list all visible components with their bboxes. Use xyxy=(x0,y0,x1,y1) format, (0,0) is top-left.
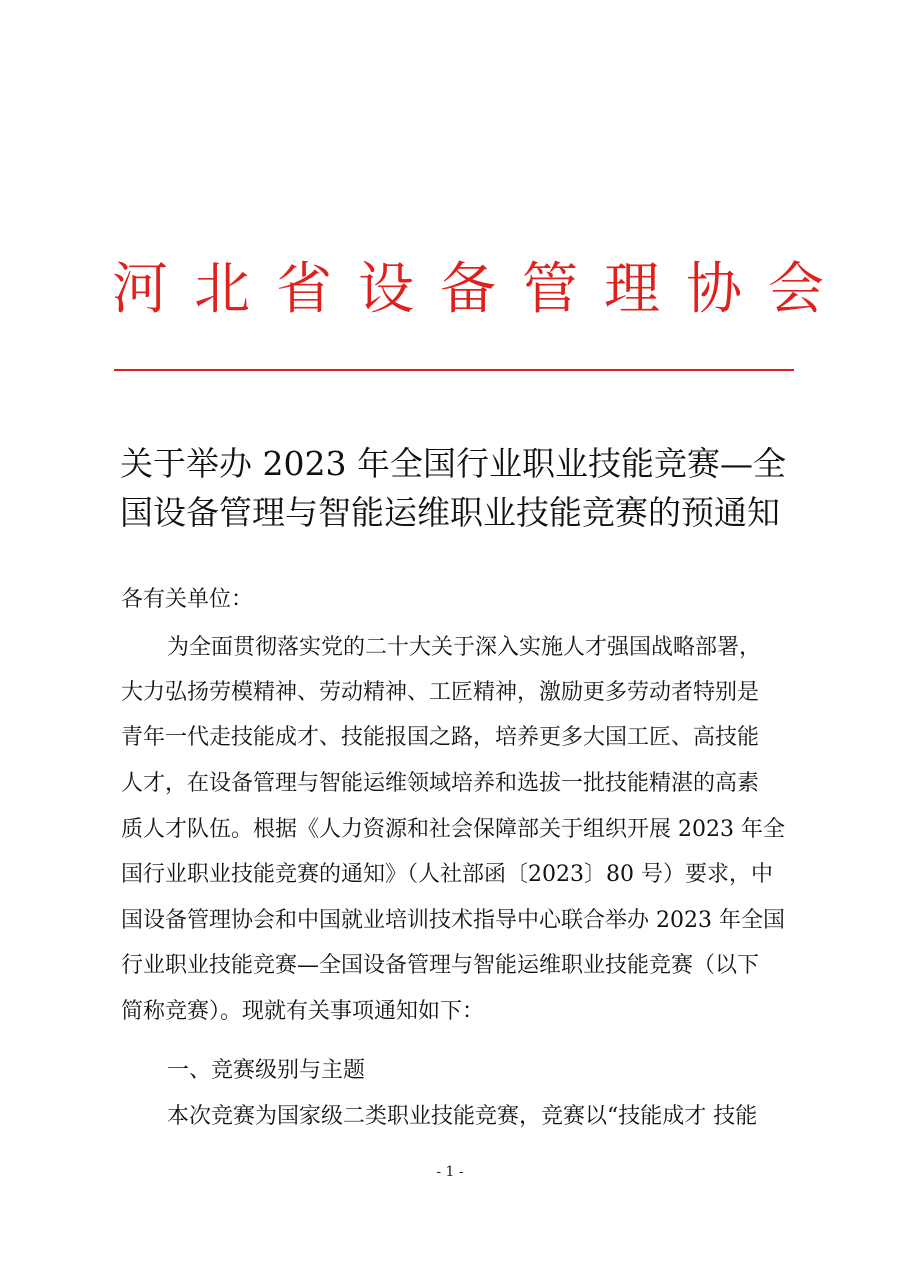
paragraph-line: 国行业职业技能竞赛的通知》（人社部函〔2023〕80 号）要求，中 xyxy=(121,862,773,887)
paragraph-line: 质人才队伍。根据《人力资源和社会保障部关于组织开展 2023 年全 xyxy=(121,817,785,842)
document-title-line-1: 关于举办 2023 年全国行业职业技能竞赛—全 xyxy=(120,444,786,483)
document-title-line-2: 国设备管理与智能运维职业技能竞赛的预通知 xyxy=(120,493,780,532)
section-paragraph-line: 本次竞赛为国家级二类职业技能竞赛，竞赛以“技能成才 技能 xyxy=(167,1104,758,1129)
paragraph-line: 大力弘扬劳模精神、劳动精神、工匠精神，激励更多劳动者特别是 xyxy=(121,680,760,705)
paragraph-line: 人才，在设备管理与智能运维领域培养和选拔一批技能精湛的高素 xyxy=(121,771,760,796)
paragraph-line: 青年一代走技能成才、技能报国之路，培养更多大国工匠、高技能 xyxy=(121,725,760,750)
paragraph-line: 国设备管理协会和中国就业培训技术指导中心联合举办 2023 年全国 xyxy=(121,908,785,933)
paragraph-line: 简称竞赛）。现就有关事项通知如下： xyxy=(121,999,485,1024)
paragraph-line: 行业职业技能竞赛—全国设备管理与智能运维职业技能竞赛（以下 xyxy=(121,953,760,978)
letterhead-organization-name: 河北省设备管理协会 xyxy=(112,257,850,322)
page-number: - 1 - xyxy=(436,1164,464,1180)
letterhead-red-divider xyxy=(114,369,794,371)
section-heading: 一、竞赛级别与主题 xyxy=(167,1058,366,1083)
paragraph-line: 为全面贯彻落实党的二十大关于深入实施人才强国战略部署， xyxy=(167,635,762,660)
salutation: 各有关单位： xyxy=(121,587,254,612)
